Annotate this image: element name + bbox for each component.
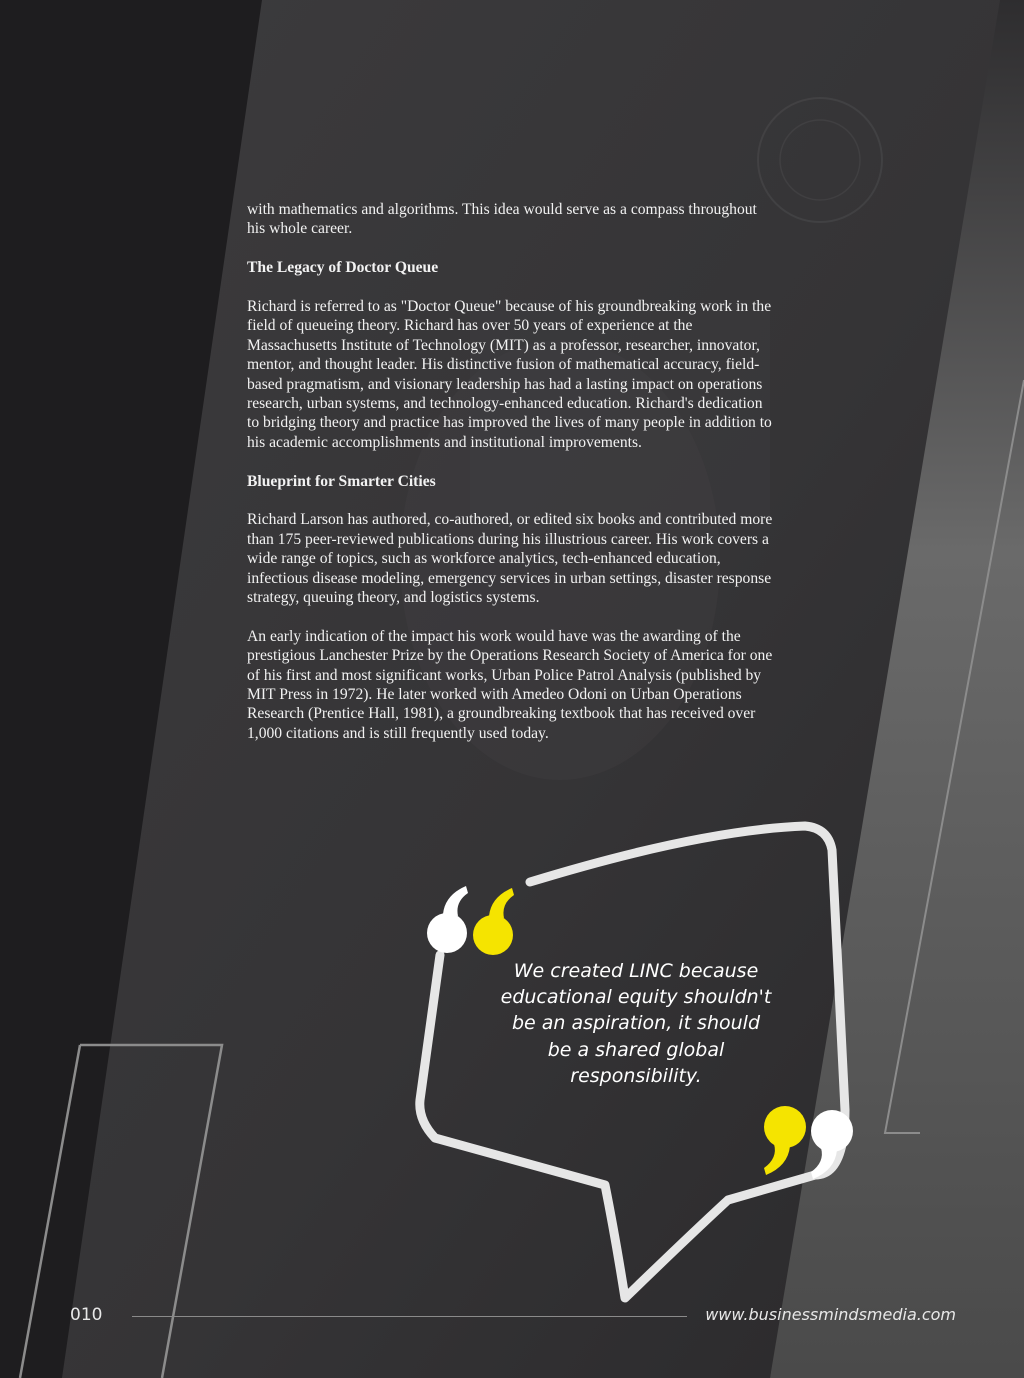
intro-paragraph: with mathematics and algorithms. This idea would serve as a compass throughout his whole career. — [247, 201, 757, 238]
footer-divider — [132, 1316, 687, 1317]
website-link[interactable]: www.businessmindsmedia.com — [705, 1305, 956, 1324]
article-body — [247, 200, 777, 763]
section-heading-legacy: The Legacy of Doctor Queue — [247, 259, 439, 277]
blueprint-paragraph-2: An early indication of the impact his work would have was the awarding of the prestigious Lanchester Prize by the Operations Research Society of America for one of his first and most significant works, Urban Police Patrol Analysis (published by MIT Press in 1972). He later worked with Amedeo Odoni on Urban Operations Research (Prentice Hall, 1981), a groundbreaking textbook that has received over 1,000 citations and is still frequently used today. — [247, 627, 773, 742]
page-number: 010 — [70, 1305, 103, 1325]
legacy-paragraph: Richard is referred to as "Doctor Queue" because of his groundbreaking work in the field of queueing theory. Richard has over 50 years of experience at the Massachusetts Institute of Technology (MIT) as a professor, researcher, innovator, mentor, and thought leader. His distinctive fusion of mathematical accuracy, field-based pragmatism, and visionary leadership has had a lasting impact on operations research, urban systems, and technology-enhanced education. Richard's dedication to bridging theory and practice has improved the lives of many people in addition to his academic accomplishments and institutional improvements. — [247, 298, 772, 451]
section-heading-blueprint: Blueprint for Smarter Cities — [247, 472, 436, 490]
pull-quote-text: We created LINC because educational equity shouldn't be an aspiration, it should be a shared global responsibility. — [500, 960, 772, 1087]
blueprint-paragraph-1: Richard Larson has authored, co-authored, or edited six books and contributed more than 175 peer-reviewed publications during his illustrious career. His work covers a wide range of topics, such as workforce analytics, tech-enhanced education, infectious disease modeling, emergency services in urban settings, disaster response strategy, queuing theory, and logistics systems. — [247, 511, 773, 607]
